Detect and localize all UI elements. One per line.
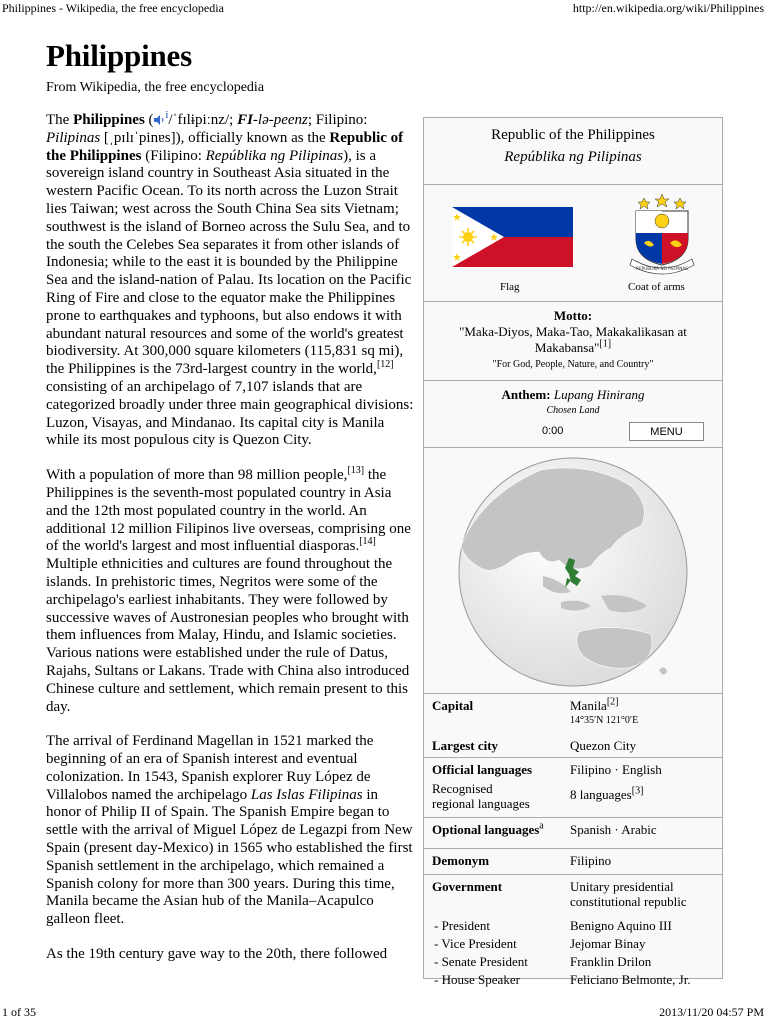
row-label: Capital — [432, 698, 474, 713]
player-menu-button[interactable]: MENU — [629, 422, 704, 441]
government-value-line2[interactable]: constitutional republic — [570, 894, 687, 909]
infobox-country-name: Republic of the Philippines — [491, 127, 655, 143]
row-capital — [424, 693, 722, 738]
text: With a population of more than 98 million people, — [46, 467, 348, 484]
text: (Filipino: — [141, 147, 206, 164]
print-datetime: 2013/11/20 04:57 PM — [659, 1005, 764, 1019]
president-link[interactable]: Benigno Aquino III — [570, 918, 672, 933]
text: in honor of Philip II of Spain. The Spanish Empire began to settle with the arrival of Miguel López de Legazpi from New Spain (present day-Mexico) in 1565 who established the first Spanish settlement in the archipelago, which remained a Spanish colony for more than 300 years. During this time, Manila became the Asian hub of the Manila–Acapulco galleon fleet. — [46, 786, 413, 928]
citation-link[interactable]: [12] — [376, 359, 394, 371]
article-body — [46, 112, 414, 981]
orthographic-globe-map[interactable] — [451, 456, 695, 688]
row-label-line: regional languages — [432, 796, 530, 811]
citation-link[interactable]: [13] — [347, 465, 365, 477]
optional-languages-value[interactable]: Spanish · Arabic — [570, 822, 657, 837]
motto-section — [424, 302, 722, 380]
regional-languages-link[interactable]: 8 languages — [570, 787, 632, 802]
text: the Philippines is the seventh-most populated country in Asia and the 12th most populated country in the world. An additional 12 million Filipinos live overseas, comprising one of the world's largest and most influential diasporas. — [46, 467, 411, 555]
ipa-text[interactable]: /ˈfɪlɨpiːnz/; — [168, 112, 238, 128]
text: ( — [144, 112, 154, 128]
text: [ˌpɪlɪˈpinɐs]), officially known as the — [100, 129, 330, 146]
native-official-name: Repúblika ng Pilipinas — [205, 147, 344, 164]
text: consisting of an archipelago of 7,107 islands that are categorized broadly under three main geographical divisions: Luzon, Visayas, and Mindanao. Its capital city is Manila while its most populous city is Quezon City. — [46, 378, 414, 449]
anthem-label: Anthem: — [501, 387, 551, 402]
row-label: Optional languages — [432, 822, 540, 837]
citation-link[interactable]: [14] — [359, 536, 376, 548]
coat-of-arms-lettering: REPUBLIKA NG PILIPINAS — [636, 266, 688, 271]
paragraph-intro — [46, 112, 414, 450]
capital-coordinates[interactable]: 14°35′N 121°0′E — [570, 715, 639, 726]
bold-term: Republic of the Philippines — [46, 129, 404, 164]
infobox-data-rows — [424, 693, 722, 989]
row-label-line: Recognised — [432, 781, 493, 796]
native-name: Pilipinas — [46, 129, 101, 146]
citation-link[interactable]: [2] — [606, 696, 619, 708]
infobox-title — [424, 118, 722, 168]
infobox-symbols — [424, 185, 722, 301]
row-label — [432, 781, 530, 811]
demonym-value[interactable]: Filipino — [570, 853, 612, 868]
motto-label: Motto: — [553, 308, 593, 323]
article-subtitle: From Wikipedia, the free encyclopedia — [46, 80, 265, 95]
row-government — [424, 874, 722, 917]
vice-president-link[interactable]: Jejomar Binay — [570, 936, 646, 951]
page-number: 1 of 35 — [2, 1005, 36, 1019]
page-url[interactable]: http://en.wikipedia.org/wiki/Philippines — [572, 1, 764, 15]
print-header — [0, 0, 768, 18]
player-time: 0:00 — [542, 425, 564, 437]
row-official-languages — [424, 757, 722, 781]
anthem-translation: Chosen Land — [546, 405, 600, 416]
row-senate-president — [424, 953, 722, 971]
row-demonym — [424, 848, 722, 874]
text: The arrival of Ferdinand Magellan in 1521 marked the beginning of an era of Spanish interest and eventual colonization. In 1543, Spanish explorer Ruy López de Villalobos named the archipelago — [46, 733, 374, 803]
location-map — [424, 448, 722, 693]
article-title: Philippines — [46, 38, 192, 73]
historic-name: Las Islas Filipinas — [250, 786, 363, 803]
citation-link[interactable]: [1] — [599, 338, 612, 350]
row-vice-president — [424, 935, 722, 953]
row-label: Official languages — [432, 762, 533, 777]
house-speaker-link[interactable]: Feliciano Belmonte, Jr. — [570, 972, 691, 987]
infobox-native-name: Repúblika ng Pilipinas — [504, 149, 642, 165]
anthem-title[interactable]: Lupang Hinirang — [553, 387, 645, 402]
row-label: - Senate President — [434, 954, 528, 969]
motto-text: "Maka-Diyos, Maka-Tao, Makakalikasan at Makabansa" — [459, 324, 687, 355]
row-label: Largest city — [432, 738, 499, 753]
coat-of-arms-caption[interactable]: Coat of arms — [628, 281, 685, 293]
paragraph-20th-century: As the 19th century gave way to the 20th, there followed — [46, 946, 388, 963]
row-label: Government — [432, 879, 503, 894]
row-label: Demonym — [432, 853, 490, 868]
government-value[interactable]: Unitary presidential — [570, 879, 674, 894]
footnote-link[interactable]: a — [539, 820, 544, 832]
citation-link[interactable]: [3] — [631, 785, 644, 797]
print-footer — [0, 1004, 768, 1024]
bold-term: Philippines — [73, 112, 145, 128]
page-title: Philippines - Wikipedia, the free encyclopedia — [2, 1, 224, 15]
coat-of-arms[interactable] — [624, 193, 700, 275]
row-president — [424, 917, 722, 935]
pronunciation-info-link[interactable]: i — [165, 110, 169, 121]
paragraph-history — [46, 733, 414, 929]
speaker-icon[interactable] — [154, 115, 166, 125]
paragraph-population — [46, 467, 414, 716]
philippines-flag[interactable] — [452, 207, 573, 267]
infobox — [423, 117, 723, 987]
respell-stress: FI — [237, 112, 253, 128]
motto-translation: "For God, People, Nature, and Country" — [492, 359, 654, 370]
text: ; Filipino: — [307, 112, 368, 128]
text: The — [46, 112, 74, 128]
text: ), is a sovereign island country in Southeast Asia situated in the western Pacific Ocean. To its north across the Luzon Strait lies Taiwan; west across the South China Sea sits Vietnam; southwest is the island of Borneo across the Sulu Sea, and to the south the Celebes Sea separates it from other islands of Indonesia; while to the east it is bounded by the Philippine Sea and the island-nation of Palau. Its location on the Pacific Ring of Fire and close to the equator make the Philippines prone to earthquakes and typhoons, but also endows it with abundant natural resources and some of the world's greatest biodiversity. At 300,000 square kilometers (115,831 sq mi), the Philippines is the 73rd-largest country in the world, — [46, 147, 412, 378]
row-house-speaker — [424, 971, 722, 989]
row-recognised-languages — [424, 781, 722, 817]
official-languages-value[interactable]: Filipino · English — [570, 762, 662, 777]
capital-link[interactable]: Manila — [570, 698, 607, 713]
flag-caption[interactable]: Flag — [500, 281, 520, 293]
senate-president-link[interactable]: Franklin Drilon — [570, 954, 652, 969]
row-label: - President — [434, 918, 490, 933]
respell-text: -lə-peenz — [252, 112, 308, 128]
text: Multiple ethnicities and cultures are found throughout the islands. In prehistoric times, Negritos were some of the archipelago's earliest inhabitants. They were followed by successive waves of Austronesian peoples who brought with them influences from Malay, Hindu, and Islamic societies. Various nations were established under the rule of Datus, Rajahs, Sultans or Lakans. Trade with China also introduced Chinese culture and settlement, which remain present to this day. — [46, 556, 410, 715]
anthem-section — [424, 381, 722, 421]
audio-player — [424, 421, 722, 447]
largest-city-link[interactable]: Quezon City — [570, 738, 637, 753]
row-label: - Vice President — [434, 936, 517, 951]
row-optional-languages — [424, 817, 722, 848]
row-label: - House Speaker — [434, 972, 520, 987]
row-largest-city — [424, 738, 722, 757]
